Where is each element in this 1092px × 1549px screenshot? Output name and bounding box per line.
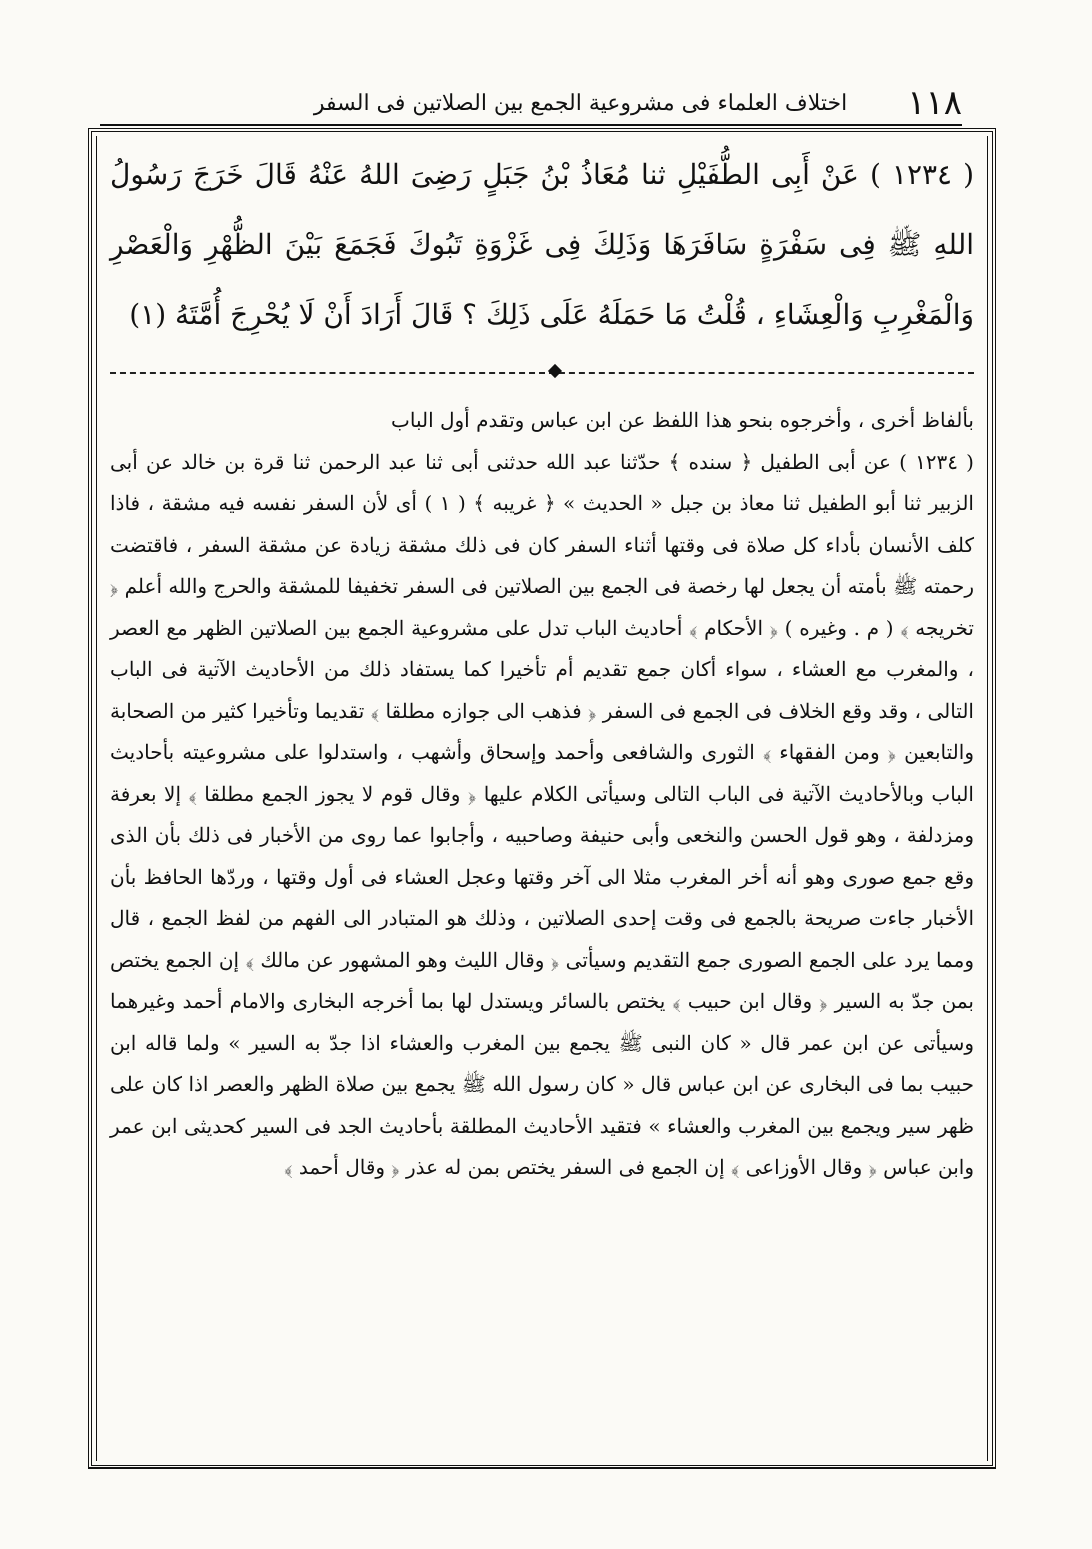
running-title: اختلاف العلماء فى مشروعية الجمع بين الصلاتين فى السفر [313,91,848,116]
commentary-paragraph: بألفاظ أخرى ، وأخرجوه بنحو هذا اللفظ عن ابن عباس وتقدم أول الباب [391,408,974,432]
page-number: ١١٨ [907,83,962,123]
commentary [110,400,974,1189]
commentary-paragraph: ( ١٢٣٤ ) عن أبى الطفيل ﴿ سنده ﴾ حدّثنا عبد الله حدثنى أبى ثنا عبد الرحمن ثنا قرة بن خالد عن أبى الزبير ثنا أبو الطفيل ثنا معاذ بن جبل « الحديث » ﴿ غريبه ﴾ ( ١ ) أى لأن السفر نفسه فيه مشقة ، فاذا كلف الأنسان بأداء كل صلاة فى وقتها أثناء السفر كان فى ذلك مشقة زيادة عن مشقة السفر ، فاقتضت رحمته ﷺ بأمته أن يجعل لها رخصة فى الجمع بين الصلاتين فى السفر تخفيفا للمشقة والحرج والله أعلم ﴿ تخريجه ﴾ ( م . وغيره ) ﴿ الأحكام ﴾ أحاديث الباب تدل على مشروعية الجمع بين الصلاتين الظهر مع العصر ، والمغرب مع العشاء ، سواء أكان جمع تقديم أم تأخيرا كما يستفاد ذلك من الأحاديث الآتية فى الباب التالى ، وقد وقع الخلاف فى الجمع فى السفر ﴿ فذهب الى جوازه مطلقا ﴾ تقديما وتأخيرا كثير من الصحابة والتابعين ﴿ ومن الفقهاء ﴾ الثورى والشافعى وأحمد وإسحاق وأشهب ، واستدلوا على مشروعيته بأحاديث الباب وبالأحاديث الآتية فى الباب التالى وسيأتى الكلام عليها ﴿ وقال قوم لا يجوز الجمع مطلقا ﴾ إلا بعرفة ومزدلفة ، وهو قول الحسن والنخعى وأبى حنيفة وصاحبيه ، وأجابوا عما روى من الأخبار فى ذلك بأن الذى وقع جمع صورى وهو أنه أخر المغرب مثلا الى آخر وقتها وعجل العشاء فى أول وقتها ، وردّها الحافظ بأن الأخبار جاءت صريحة بالجمع فى وقت إحدى الصلاتين ، وذلك هو المتبادر الى الفهم من لفظ الجمع ، قال ومما يرد على الجمع الصورى جمع التقديم وسيأتى ﴿ وقال الليث وهو المشهور عن مالك ﴾ إن الجمع يختص بمن جدّ به السير ﴿ وقال ابن حبيب ﴾ يختص بالسائر ويستدل لها بما أخرجه البخارى والامام أحمد وغيرهما وسيأتى عن ابن عمر قال « كان النبى ﷺ يجمع بين المغرب والعشاء اذا جدّ به السير » ولما قاله ابن حبيب بما فى البخارى عن ابن عباس قال « كان رسول الله ﷺ يجمع بين صلاة الظهر والعصر اذا كان على ظهر سير ويجمع بين المغرب والعشاء » فتقيد الأحاديث المطلقة بأحاديث الجد فى السير كحديثى ابن عمر وابن عباس ﴿ وقال الأوزاعى ﴾ إن الجمع فى السفر يختص بمن له عذر ﴿ وقال أحمد ﴾ [110,449,975,1179]
bottom-rule [88,1467,996,1469]
hadith-text: ( ١٢٣٤ ) عَنْ أَبِى الطُّفَيْلِ ثنا مُعَاذُ بْنُ جَبَلٍ رَضِىَ اللهُ عَنْهُ قَالَ خَرَجَ رَسُولُ اللهِ ﷺ فِى سَفْرَةٍ سَافَرَهَا وَذَلِكَ فِى غَزْوَةِ تَبُوكَ فَجَمَعَ بَيْنَ الظُّهْرِ وَالْعَصْرِ وَالْمَغْرِبِ وَالْعِشَاءِ ، قُلْتُ مَا حَمَلَهُ عَلَى ذَلِكَ ؟ قَالَ أَرَادَ أَنْ لَا يُحْرِجَ أُمَّتَهُ (١) [110,158,975,331]
page-header [100,66,962,126]
section-divider [110,372,974,374]
